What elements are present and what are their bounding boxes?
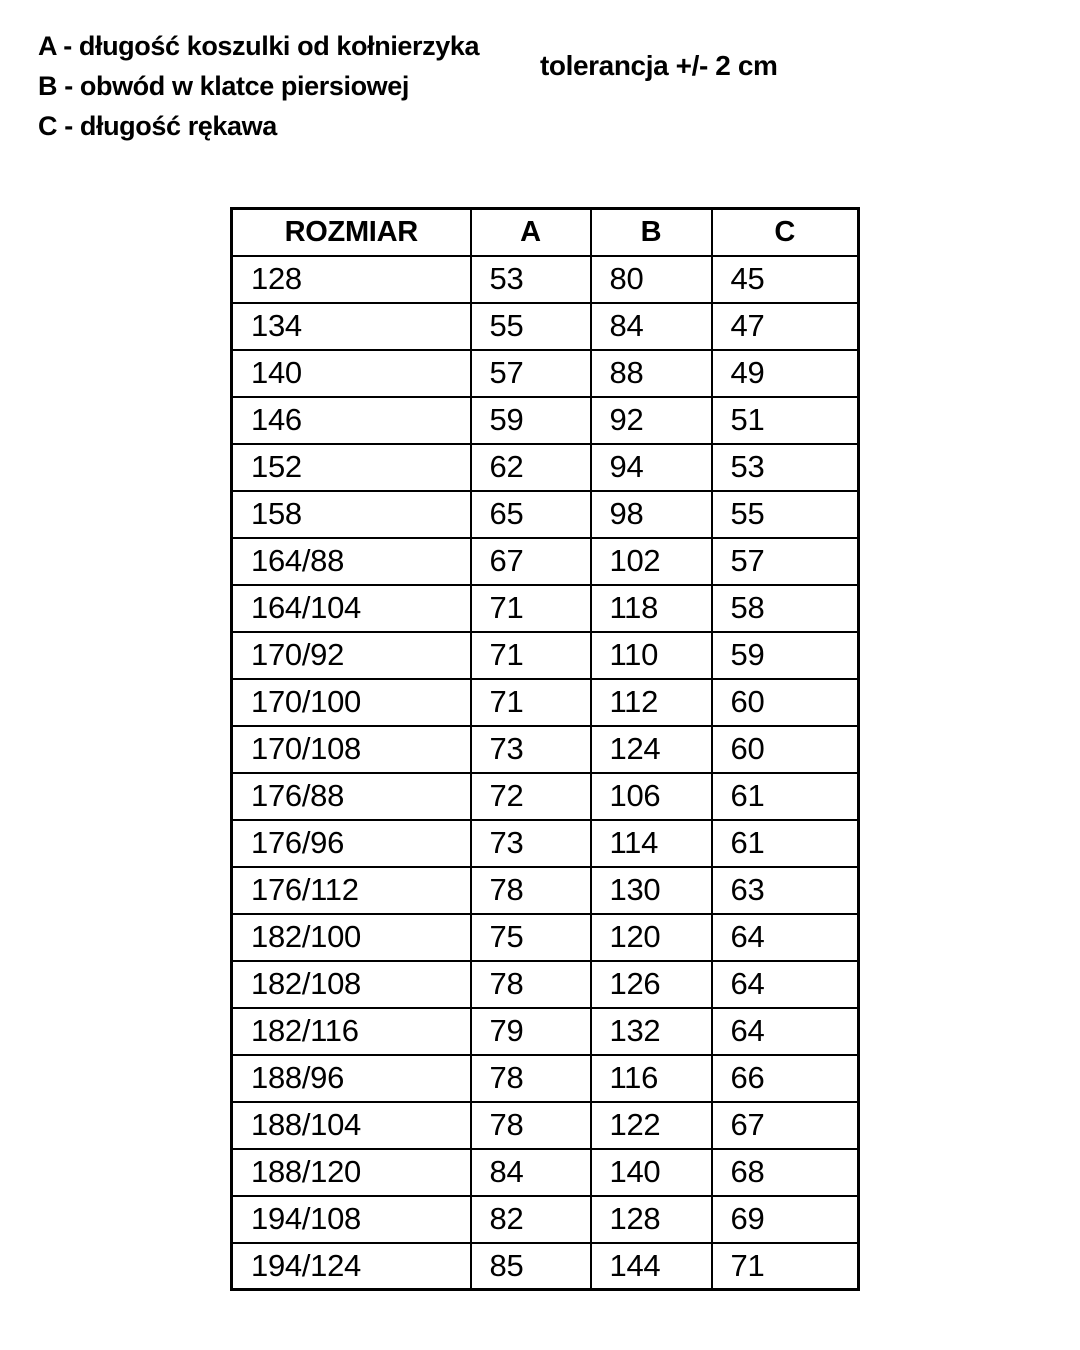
size-cell: 182/116 bbox=[232, 1008, 471, 1055]
legend-line-c: C - długość rękawa bbox=[38, 111, 277, 141]
value-c-cell: 45 bbox=[712, 256, 859, 303]
table-row bbox=[232, 679, 859, 726]
table-row bbox=[232, 397, 859, 444]
size-cell: 176/88 bbox=[232, 773, 471, 820]
value-a-cell: 73 bbox=[471, 820, 591, 867]
value-c-cell: 55 bbox=[712, 491, 859, 538]
value-c-cell: 64 bbox=[712, 914, 859, 961]
size-cell: 176/112 bbox=[232, 867, 471, 914]
value-b-cell: 80 bbox=[591, 256, 712, 303]
value-a-cell: 85 bbox=[471, 1243, 591, 1290]
size-cell: 176/96 bbox=[232, 820, 471, 867]
size-cell: 182/100 bbox=[232, 914, 471, 961]
value-c-cell: 64 bbox=[712, 961, 859, 1008]
value-a-cell: 59 bbox=[471, 397, 591, 444]
table-row bbox=[232, 867, 859, 914]
size-cell: 158 bbox=[232, 491, 471, 538]
table-row bbox=[232, 350, 859, 397]
size-cell: 128 bbox=[232, 256, 471, 303]
table-row bbox=[232, 1149, 859, 1196]
measurement-legend bbox=[38, 26, 479, 146]
value-c-cell: 60 bbox=[712, 679, 859, 726]
size-table-body bbox=[232, 256, 859, 1290]
table-row bbox=[232, 444, 859, 491]
size-cell: 152 bbox=[232, 444, 471, 491]
size-cell: 164/104 bbox=[232, 585, 471, 632]
value-a-cell: 57 bbox=[471, 350, 591, 397]
value-c-cell: 71 bbox=[712, 1243, 859, 1290]
value-b-cell: 106 bbox=[591, 773, 712, 820]
value-c-cell: 57 bbox=[712, 538, 859, 585]
column-header-a: A bbox=[471, 209, 591, 256]
value-b-cell: 92 bbox=[591, 397, 712, 444]
value-b-cell: 140 bbox=[591, 1149, 712, 1196]
column-header-b: B bbox=[591, 209, 712, 256]
size-cell: 140 bbox=[232, 350, 471, 397]
value-a-cell: 79 bbox=[471, 1008, 591, 1055]
value-b-cell: 98 bbox=[591, 491, 712, 538]
value-a-cell: 73 bbox=[471, 726, 591, 773]
value-a-cell: 78 bbox=[471, 961, 591, 1008]
table-row bbox=[232, 773, 859, 820]
table-row bbox=[232, 1196, 859, 1243]
value-c-cell: 67 bbox=[712, 1102, 859, 1149]
table-row bbox=[232, 726, 859, 773]
table-row bbox=[232, 303, 859, 350]
value-a-cell: 72 bbox=[471, 773, 591, 820]
size-cell: 170/108 bbox=[232, 726, 471, 773]
value-a-cell: 82 bbox=[471, 1196, 591, 1243]
value-b-cell: 128 bbox=[591, 1196, 712, 1243]
value-b-cell: 120 bbox=[591, 914, 712, 961]
value-b-cell: 84 bbox=[591, 303, 712, 350]
table-row bbox=[232, 1102, 859, 1149]
value-b-cell: 110 bbox=[591, 632, 712, 679]
value-b-cell: 124 bbox=[591, 726, 712, 773]
table-row bbox=[232, 1055, 859, 1102]
value-c-cell: 63 bbox=[712, 867, 859, 914]
value-b-cell: 122 bbox=[591, 1102, 712, 1149]
table-row bbox=[232, 1243, 859, 1290]
table-row bbox=[232, 585, 859, 632]
column-header-c: C bbox=[712, 209, 859, 256]
value-c-cell: 49 bbox=[712, 350, 859, 397]
value-a-cell: 71 bbox=[471, 585, 591, 632]
value-b-cell: 130 bbox=[591, 867, 712, 914]
table-row bbox=[232, 632, 859, 679]
size-cell: 194/124 bbox=[232, 1243, 471, 1290]
column-header-rozmiar: ROZMIAR bbox=[232, 209, 471, 256]
value-c-cell: 61 bbox=[712, 820, 859, 867]
value-c-cell: 58 bbox=[712, 585, 859, 632]
value-a-cell: 75 bbox=[471, 914, 591, 961]
value-a-cell: 71 bbox=[471, 632, 591, 679]
size-cell: 194/108 bbox=[232, 1196, 471, 1243]
value-a-cell: 67 bbox=[471, 538, 591, 585]
value-c-cell: 68 bbox=[712, 1149, 859, 1196]
value-b-cell: 102 bbox=[591, 538, 712, 585]
header-row bbox=[232, 209, 859, 256]
value-b-cell: 114 bbox=[591, 820, 712, 867]
value-a-cell: 53 bbox=[471, 256, 591, 303]
table-row bbox=[232, 1008, 859, 1055]
size-cell: 188/104 bbox=[232, 1102, 471, 1149]
size-cell: 188/96 bbox=[232, 1055, 471, 1102]
legend-line-a: A - długość koszulki od kołnierzyka bbox=[38, 31, 480, 61]
value-b-cell: 132 bbox=[591, 1008, 712, 1055]
value-c-cell: 47 bbox=[712, 303, 859, 350]
value-a-cell: 62 bbox=[471, 444, 591, 491]
size-cell: 170/92 bbox=[232, 632, 471, 679]
size-cell: 146 bbox=[232, 397, 471, 444]
value-b-cell: 144 bbox=[591, 1243, 712, 1290]
table-row bbox=[232, 820, 859, 867]
value-c-cell: 69 bbox=[712, 1196, 859, 1243]
tolerance-note: tolerancja +/- 2 cm bbox=[540, 50, 778, 81]
size-cell: 170/100 bbox=[232, 679, 471, 726]
value-c-cell: 53 bbox=[712, 444, 859, 491]
size-cell: 134 bbox=[232, 303, 471, 350]
table-row bbox=[232, 256, 859, 303]
table-row bbox=[232, 961, 859, 1008]
value-b-cell: 116 bbox=[591, 1055, 712, 1102]
table-row bbox=[232, 538, 859, 585]
value-a-cell: 78 bbox=[471, 1102, 591, 1149]
value-b-cell: 126 bbox=[591, 961, 712, 1008]
value-b-cell: 112 bbox=[591, 679, 712, 726]
size-table-header bbox=[232, 209, 859, 256]
value-c-cell: 51 bbox=[712, 397, 859, 444]
value-c-cell: 61 bbox=[712, 773, 859, 820]
value-b-cell: 94 bbox=[591, 444, 712, 491]
value-a-cell: 78 bbox=[471, 867, 591, 914]
size-cell: 164/88 bbox=[232, 538, 471, 585]
size-cell: 182/108 bbox=[232, 961, 471, 1008]
value-a-cell: 55 bbox=[471, 303, 591, 350]
value-c-cell: 66 bbox=[712, 1055, 859, 1102]
value-a-cell: 78 bbox=[471, 1055, 591, 1102]
value-c-cell: 59 bbox=[712, 632, 859, 679]
value-a-cell: 84 bbox=[471, 1149, 591, 1196]
size-cell: 188/120 bbox=[232, 1149, 471, 1196]
legend-line-b: B - obwód w klatce piersiowej bbox=[38, 71, 409, 101]
value-b-cell: 118 bbox=[591, 585, 712, 632]
table-row bbox=[232, 491, 859, 538]
value-c-cell: 60 bbox=[712, 726, 859, 773]
value-a-cell: 71 bbox=[471, 679, 591, 726]
size-table bbox=[230, 207, 860, 1291]
value-a-cell: 65 bbox=[471, 491, 591, 538]
table-row bbox=[232, 914, 859, 961]
value-b-cell: 88 bbox=[591, 350, 712, 397]
value-c-cell: 64 bbox=[712, 1008, 859, 1055]
